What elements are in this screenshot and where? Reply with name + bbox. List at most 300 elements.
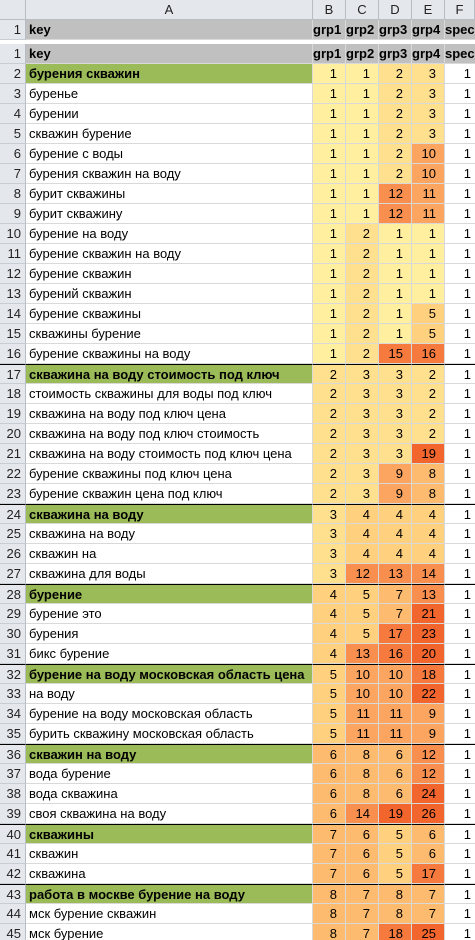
value-cell[interactable]: 1 xyxy=(445,404,475,424)
value-cell[interactable]: 8 xyxy=(346,744,379,764)
key-cell[interactable]: скважин на воду xyxy=(26,744,313,764)
key-cell[interactable]: вода скважина xyxy=(26,784,313,804)
value-cell[interactable]: 1 xyxy=(445,364,475,384)
value-cell[interactable]: grp1 xyxy=(313,44,346,64)
value-cell[interactable]: 6 xyxy=(313,744,346,764)
value-cell[interactable]: 1 xyxy=(445,864,475,884)
value-cell[interactable]: 2 xyxy=(313,484,346,504)
value-cell[interactable]: 6 xyxy=(379,764,412,784)
value-cell[interactable]: 1 xyxy=(313,164,346,184)
key-cell[interactable]: скважин xyxy=(26,844,313,864)
row-header[interactable]: 31 xyxy=(0,644,26,664)
value-cell[interactable]: 5 xyxy=(379,864,412,884)
value-cell[interactable]: 11 xyxy=(346,704,379,724)
value-cell[interactable]: 2 xyxy=(346,304,379,324)
value-cell[interactable]: 6 xyxy=(412,844,445,864)
value-cell[interactable]: 6 xyxy=(346,824,379,844)
value-cell[interactable]: grp3 xyxy=(379,20,412,40)
key-cell[interactable]: бурение xyxy=(26,584,313,604)
row-header[interactable]: 7 xyxy=(0,164,26,184)
value-cell[interactable]: 9 xyxy=(412,724,445,744)
row-header[interactable]: 28 xyxy=(0,584,26,604)
row-header[interactable]: 16 xyxy=(0,344,26,364)
key-cell[interactable]: мск бурение скважин xyxy=(26,904,313,924)
value-cell[interactable]: 5 xyxy=(346,604,379,624)
value-cell[interactable]: 12 xyxy=(412,744,445,764)
value-cell[interactable]: 22 xyxy=(412,684,445,704)
value-cell[interactable]: 3 xyxy=(346,364,379,384)
value-cell[interactable]: 1 xyxy=(445,444,475,464)
value-cell[interactable]: 3 xyxy=(313,524,346,544)
value-cell[interactable]: 1 xyxy=(379,284,412,304)
row-header[interactable]: 8 xyxy=(0,184,26,204)
value-cell[interactable]: 5 xyxy=(379,844,412,864)
row-header[interactable]: 2 xyxy=(0,64,26,84)
row-header[interactable]: 32 xyxy=(0,664,26,684)
row-header[interactable]: 44 xyxy=(0,904,26,924)
value-cell[interactable]: 3 xyxy=(412,124,445,144)
value-cell[interactable]: 3 xyxy=(313,544,346,564)
value-cell[interactable]: 2 xyxy=(412,424,445,444)
key-cell[interactable]: скважина на воду xyxy=(26,504,313,524)
value-cell[interactable]: 2 xyxy=(313,424,346,444)
value-cell[interactable]: 6 xyxy=(313,784,346,804)
row-header[interactable]: 35 xyxy=(0,724,26,744)
row-header[interactable]: 42 xyxy=(0,864,26,884)
key-cell[interactable]: бурит скважины xyxy=(26,184,313,204)
column-header-a[interactable]: A xyxy=(26,0,313,20)
row-header[interactable]: 14 xyxy=(0,304,26,324)
value-cell[interactable]: 8 xyxy=(346,784,379,804)
value-cell[interactable]: 17 xyxy=(412,864,445,884)
value-cell[interactable]: 1 xyxy=(346,104,379,124)
value-cell[interactable]: 3 xyxy=(412,64,445,84)
value-cell[interactable]: 1 xyxy=(412,244,445,264)
value-cell[interactable]: 23 xyxy=(412,624,445,644)
row-header[interactable]: 33 xyxy=(0,684,26,704)
column-header-e[interactable]: E xyxy=(412,0,445,20)
value-cell[interactable]: 7 xyxy=(379,604,412,624)
row-header[interactable]: 1 xyxy=(0,44,26,64)
value-cell[interactable]: 8 xyxy=(379,884,412,904)
value-cell[interactable]: 19 xyxy=(379,804,412,824)
value-cell[interactable]: 7 xyxy=(379,584,412,604)
value-cell[interactable]: 1 xyxy=(313,324,346,344)
value-cell[interactable]: 7 xyxy=(346,904,379,924)
key-cell[interactable]: бурении xyxy=(26,104,313,124)
value-cell[interactable]: 3 xyxy=(346,464,379,484)
value-cell[interactable]: 12 xyxy=(346,564,379,584)
row-header[interactable]: 25 xyxy=(0,524,26,544)
value-cell[interactable]: 20 xyxy=(412,644,445,664)
value-cell[interactable]: 1 xyxy=(445,544,475,564)
value-cell[interactable]: 4 xyxy=(379,504,412,524)
value-cell[interactable]: 3 xyxy=(313,564,346,584)
row-header[interactable]: 22 xyxy=(0,464,26,484)
value-cell[interactable]: 1 xyxy=(313,344,346,364)
key-cell[interactable]: бурит скважину xyxy=(26,204,313,224)
value-cell[interactable]: 14 xyxy=(346,804,379,824)
row-header[interactable]: 6 xyxy=(0,144,26,164)
value-cell[interactable]: 2 xyxy=(379,104,412,124)
value-cell[interactable]: 3 xyxy=(379,384,412,404)
value-cell[interactable]: 1 xyxy=(445,224,475,244)
value-cell[interactable]: 11 xyxy=(346,724,379,744)
value-cell[interactable]: 1 xyxy=(313,124,346,144)
value-cell[interactable]: 7 xyxy=(313,844,346,864)
value-cell[interactable]: 8 xyxy=(313,884,346,904)
value-cell[interactable]: 1 xyxy=(445,324,475,344)
value-cell[interactable]: 2 xyxy=(313,464,346,484)
value-cell[interactable]: 11 xyxy=(379,704,412,724)
value-cell[interactable]: 1 xyxy=(445,464,475,484)
value-cell[interactable]: 8 xyxy=(346,764,379,784)
value-cell[interactable]: 1 xyxy=(445,144,475,164)
value-cell[interactable]: 2 xyxy=(346,264,379,284)
row-header[interactable]: 4 xyxy=(0,104,26,124)
value-cell[interactable]: 1 xyxy=(445,584,475,604)
row-header[interactable]: 43 xyxy=(0,884,26,904)
value-cell[interactable]: 8 xyxy=(313,924,346,940)
key-cell[interactable]: скважина для воды xyxy=(26,564,313,584)
value-cell[interactable]: 3 xyxy=(379,444,412,464)
value-cell[interactable]: grp2 xyxy=(346,44,379,64)
key-cell[interactable]: на воду xyxy=(26,684,313,704)
value-cell[interactable]: 2 xyxy=(412,404,445,424)
value-cell[interactable]: 6 xyxy=(346,844,379,864)
value-cell[interactable]: 11 xyxy=(412,184,445,204)
row-header[interactable]: 39 xyxy=(0,804,26,824)
value-cell[interactable]: 1 xyxy=(445,64,475,84)
value-cell[interactable]: 2 xyxy=(313,404,346,424)
value-cell[interactable]: 4 xyxy=(313,624,346,644)
value-cell[interactable]: 4 xyxy=(346,544,379,564)
key-cell[interactable]: стоимость скважины для воды под ключ xyxy=(26,384,313,404)
value-cell[interactable]: 6 xyxy=(346,864,379,884)
value-cell[interactable]: 10 xyxy=(412,164,445,184)
value-cell[interactable]: 4 xyxy=(313,644,346,664)
row-header[interactable]: 26 xyxy=(0,544,26,564)
row-header[interactable]: 19 xyxy=(0,404,26,424)
row-header[interactable]: 13 xyxy=(0,284,26,304)
value-cell[interactable]: spec xyxy=(445,20,475,40)
key-cell[interactable]: бурения скважин xyxy=(26,64,313,84)
value-cell[interactable]: 1 xyxy=(445,804,475,824)
value-cell[interactable]: 2 xyxy=(379,164,412,184)
value-cell[interactable]: 15 xyxy=(379,344,412,364)
value-cell[interactable]: 8 xyxy=(379,904,412,924)
value-cell[interactable]: 7 xyxy=(412,884,445,904)
value-cell[interactable]: 24 xyxy=(412,784,445,804)
value-cell[interactable]: 1 xyxy=(445,784,475,804)
value-cell[interactable]: 7 xyxy=(346,924,379,940)
value-cell[interactable]: 1 xyxy=(412,224,445,244)
value-cell[interactable]: 1 xyxy=(313,84,346,104)
value-cell[interactable]: 3 xyxy=(379,404,412,424)
value-cell[interactable]: 6 xyxy=(313,804,346,824)
value-cell[interactable]: 12 xyxy=(412,764,445,784)
value-cell[interactable]: 2 xyxy=(313,384,346,404)
key-cell[interactable]: бурение скважины xyxy=(26,304,313,324)
value-cell[interactable]: 9 xyxy=(379,484,412,504)
value-cell[interactable]: 26 xyxy=(412,804,445,824)
value-cell[interactable]: 1 xyxy=(445,204,475,224)
value-cell[interactable]: 25 xyxy=(412,924,445,940)
value-cell[interactable]: 1 xyxy=(445,844,475,864)
value-cell[interactable]: 1 xyxy=(346,184,379,204)
key-cell[interactable]: скважина на воду стоимость под ключ xyxy=(26,364,313,384)
value-cell[interactable]: 10 xyxy=(379,664,412,684)
value-cell[interactable]: 18 xyxy=(412,664,445,684)
key-cell[interactable]: бурение скважин на воду xyxy=(26,244,313,264)
value-cell[interactable]: 1 xyxy=(379,304,412,324)
value-cell[interactable]: 5 xyxy=(346,624,379,644)
value-cell[interactable]: 4 xyxy=(412,544,445,564)
value-cell[interactable]: 9 xyxy=(412,704,445,724)
column-header-d[interactable]: D xyxy=(379,0,412,20)
value-cell[interactable]: 1 xyxy=(445,384,475,404)
key-cell[interactable]: бурение скважины на воду xyxy=(26,344,313,364)
value-cell[interactable]: 8 xyxy=(313,904,346,924)
row-header[interactable]: 24 xyxy=(0,504,26,524)
row-header[interactable]: 9 xyxy=(0,204,26,224)
value-cell[interactable]: 4 xyxy=(346,504,379,524)
value-cell[interactable]: 2 xyxy=(313,444,346,464)
row-header[interactable]: 5 xyxy=(0,124,26,144)
value-cell[interactable]: 17 xyxy=(379,624,412,644)
value-cell[interactable]: 11 xyxy=(379,724,412,744)
row-header[interactable]: 27 xyxy=(0,564,26,584)
value-cell[interactable]: 1 xyxy=(313,304,346,324)
value-cell[interactable]: 5 xyxy=(412,324,445,344)
key-cell[interactable]: скважин на xyxy=(26,544,313,564)
value-cell[interactable]: 1 xyxy=(346,124,379,144)
value-cell[interactable]: 1 xyxy=(445,704,475,724)
value-cell[interactable]: 10 xyxy=(412,144,445,164)
key-cell[interactable]: скважины бурение xyxy=(26,324,313,344)
key-cell[interactable]: скважина xyxy=(26,864,313,884)
select-all-corner[interactable] xyxy=(0,0,26,20)
row-header[interactable]: 34 xyxy=(0,704,26,724)
row-header[interactable]: 3 xyxy=(0,84,26,104)
key-cell[interactable]: мск бурение xyxy=(26,924,313,940)
value-cell[interactable]: grp2 xyxy=(346,20,379,40)
value-cell[interactable]: grp1 xyxy=(313,20,346,40)
row-header[interactable]: 1 xyxy=(0,20,26,40)
key-cell[interactable]: бурение скважин цена под ключ xyxy=(26,484,313,504)
value-cell[interactable]: 13 xyxy=(346,644,379,664)
value-cell[interactable]: 1 xyxy=(313,284,346,304)
value-cell[interactable]: 1 xyxy=(445,124,475,144)
value-cell[interactable]: 6 xyxy=(412,824,445,844)
value-cell[interactable]: 10 xyxy=(379,684,412,704)
value-cell[interactable]: 1 xyxy=(346,64,379,84)
value-cell[interactable]: 2 xyxy=(412,384,445,404)
value-cell[interactable]: 1 xyxy=(445,904,475,924)
key-cell[interactable]: бурение на воду московская область xyxy=(26,704,313,724)
value-cell[interactable]: 2 xyxy=(379,124,412,144)
value-cell[interactable]: 1 xyxy=(445,604,475,624)
value-cell[interactable]: 6 xyxy=(379,744,412,764)
key-cell[interactable]: вода бурение xyxy=(26,764,313,784)
value-cell[interactable]: 2 xyxy=(346,244,379,264)
value-cell[interactable]: 3 xyxy=(346,484,379,504)
value-cell[interactable]: 21 xyxy=(412,604,445,624)
row-header[interactable]: 37 xyxy=(0,764,26,784)
value-cell[interactable]: 1 xyxy=(412,264,445,284)
row-header[interactable]: 18 xyxy=(0,384,26,404)
value-cell[interactable]: 19 xyxy=(412,444,445,464)
key-cell[interactable]: бурение это xyxy=(26,604,313,624)
value-cell[interactable]: 7 xyxy=(412,904,445,924)
value-cell[interactable]: 1 xyxy=(445,924,475,940)
value-cell[interactable]: 2 xyxy=(379,144,412,164)
value-cell[interactable]: 1 xyxy=(346,164,379,184)
value-cell[interactable]: 13 xyxy=(379,564,412,584)
value-cell[interactable]: 1 xyxy=(445,424,475,444)
value-cell[interactable]: 4 xyxy=(379,544,412,564)
value-cell[interactable]: 3 xyxy=(346,404,379,424)
value-cell[interactable]: 1 xyxy=(445,884,475,904)
value-cell[interactable]: 7 xyxy=(346,884,379,904)
value-cell[interactable]: 1 xyxy=(445,184,475,204)
key-cell[interactable]: скважина на воду под ключ стоимость xyxy=(26,424,313,444)
key-cell[interactable]: key xyxy=(26,44,313,64)
value-cell[interactable]: 1 xyxy=(445,344,475,364)
value-cell[interactable]: 1 xyxy=(445,624,475,644)
value-cell[interactable]: 7 xyxy=(313,864,346,884)
row-header[interactable]: 20 xyxy=(0,424,26,444)
value-cell[interactable]: 5 xyxy=(346,584,379,604)
row-header[interactable]: 45 xyxy=(0,924,26,940)
value-cell[interactable]: 2 xyxy=(379,84,412,104)
value-cell[interactable]: 3 xyxy=(379,364,412,384)
value-cell[interactable]: 1 xyxy=(445,84,475,104)
value-cell[interactable]: 1 xyxy=(379,324,412,344)
value-cell[interactable]: 5 xyxy=(313,684,346,704)
value-cell[interactable]: 3 xyxy=(346,424,379,444)
value-cell[interactable]: 10 xyxy=(346,664,379,684)
value-cell[interactable]: 1 xyxy=(379,264,412,284)
value-cell[interactable]: 14 xyxy=(412,564,445,584)
row-header[interactable]: 17 xyxy=(0,364,26,384)
value-cell[interactable]: 1 xyxy=(313,204,346,224)
value-cell[interactable]: 1 xyxy=(445,744,475,764)
value-cell[interactable]: 2 xyxy=(346,344,379,364)
value-cell[interactable]: 3 xyxy=(379,424,412,444)
value-cell[interactable]: spec xyxy=(445,44,475,64)
value-cell[interactable]: 16 xyxy=(379,644,412,664)
key-cell[interactable]: бурение скважины под ключ цена xyxy=(26,464,313,484)
value-cell[interactable]: 5 xyxy=(313,724,346,744)
value-cell[interactable]: 3 xyxy=(412,104,445,124)
value-cell[interactable]: 2 xyxy=(379,64,412,84)
value-cell[interactable]: 1 xyxy=(346,84,379,104)
column-header-c[interactable]: C xyxy=(346,0,379,20)
key-cell[interactable]: key xyxy=(26,20,313,40)
row-header[interactable]: 36 xyxy=(0,744,26,764)
value-cell[interactable]: 1 xyxy=(313,264,346,284)
key-cell[interactable]: скважина на воду стоимость под ключ цена xyxy=(26,444,313,464)
value-cell[interactable]: 1 xyxy=(379,224,412,244)
column-header-f[interactable]: F xyxy=(445,0,475,20)
value-cell[interactable]: 5 xyxy=(412,304,445,324)
key-cell[interactable]: работа в москве бурение на воду xyxy=(26,884,313,904)
value-cell[interactable]: 1 xyxy=(412,284,445,304)
row-header[interactable]: 15 xyxy=(0,324,26,344)
key-cell[interactable]: бикс бурение xyxy=(26,644,313,664)
value-cell[interactable]: 1 xyxy=(346,204,379,224)
value-cell[interactable]: 1 xyxy=(445,684,475,704)
value-cell[interactable]: 5 xyxy=(313,704,346,724)
value-cell[interactable]: 6 xyxy=(313,764,346,784)
value-cell[interactable]: 2 xyxy=(412,364,445,384)
row-header[interactable]: 11 xyxy=(0,244,26,264)
value-cell[interactable]: 1 xyxy=(445,564,475,584)
value-cell[interactable]: 9 xyxy=(379,464,412,484)
value-cell[interactable]: 4 xyxy=(346,524,379,544)
row-header[interactable]: 10 xyxy=(0,224,26,244)
key-cell[interactable]: скважин бурение xyxy=(26,124,313,144)
value-cell[interactable]: 3 xyxy=(346,384,379,404)
value-cell[interactable]: 1 xyxy=(346,144,379,164)
value-cell[interactable]: 4 xyxy=(313,584,346,604)
value-cell[interactable]: 1 xyxy=(445,304,475,324)
value-cell[interactable]: 1 xyxy=(313,144,346,164)
value-cell[interactable]: 11 xyxy=(412,204,445,224)
key-cell[interactable]: скважина на воду xyxy=(26,524,313,544)
key-cell[interactable]: бурить скважину московская область xyxy=(26,724,313,744)
value-cell[interactable]: 2 xyxy=(346,224,379,244)
value-cell[interactable]: 2 xyxy=(313,364,346,384)
value-cell[interactable]: 2 xyxy=(346,284,379,304)
row-header[interactable]: 21 xyxy=(0,444,26,464)
row-header[interactable]: 40 xyxy=(0,824,26,844)
value-cell[interactable]: 1 xyxy=(313,104,346,124)
value-cell[interactable]: grp4 xyxy=(412,20,445,40)
key-cell[interactable]: бурения скважин на воду xyxy=(26,164,313,184)
key-cell[interactable]: бурение на воду московская область цена xyxy=(26,664,313,684)
value-cell[interactable]: 1 xyxy=(445,664,475,684)
value-cell[interactable]: 5 xyxy=(313,664,346,684)
value-cell[interactable]: 3 xyxy=(412,84,445,104)
value-cell[interactable]: 1 xyxy=(445,524,475,544)
value-cell[interactable]: 1 xyxy=(445,104,475,124)
value-cell[interactable]: 1 xyxy=(313,184,346,204)
key-cell[interactable]: скважина на воду под ключ цена xyxy=(26,404,313,424)
row-header[interactable]: 23 xyxy=(0,484,26,504)
value-cell[interactable]: 6 xyxy=(379,784,412,804)
value-cell[interactable]: 8 xyxy=(412,484,445,504)
value-cell[interactable]: 4 xyxy=(313,604,346,624)
value-cell[interactable]: 12 xyxy=(379,204,412,224)
key-cell[interactable]: бурения xyxy=(26,624,313,644)
value-cell[interactable]: 1 xyxy=(445,724,475,744)
key-cell[interactable]: бурение с воды xyxy=(26,144,313,164)
value-cell[interactable]: 1 xyxy=(313,224,346,244)
value-cell[interactable]: 13 xyxy=(412,584,445,604)
key-cell[interactable]: бурений скважин xyxy=(26,284,313,304)
row-header[interactable]: 29 xyxy=(0,604,26,624)
value-cell[interactable]: 1 xyxy=(445,824,475,844)
value-cell[interactable]: 1 xyxy=(379,244,412,264)
value-cell[interactable]: 1 xyxy=(445,764,475,784)
value-cell[interactable]: 1 xyxy=(313,64,346,84)
row-header[interactable]: 30 xyxy=(0,624,26,644)
value-cell[interactable]: 12 xyxy=(379,184,412,204)
value-cell[interactable]: 16 xyxy=(412,344,445,364)
value-cell[interactable]: 3 xyxy=(313,504,346,524)
